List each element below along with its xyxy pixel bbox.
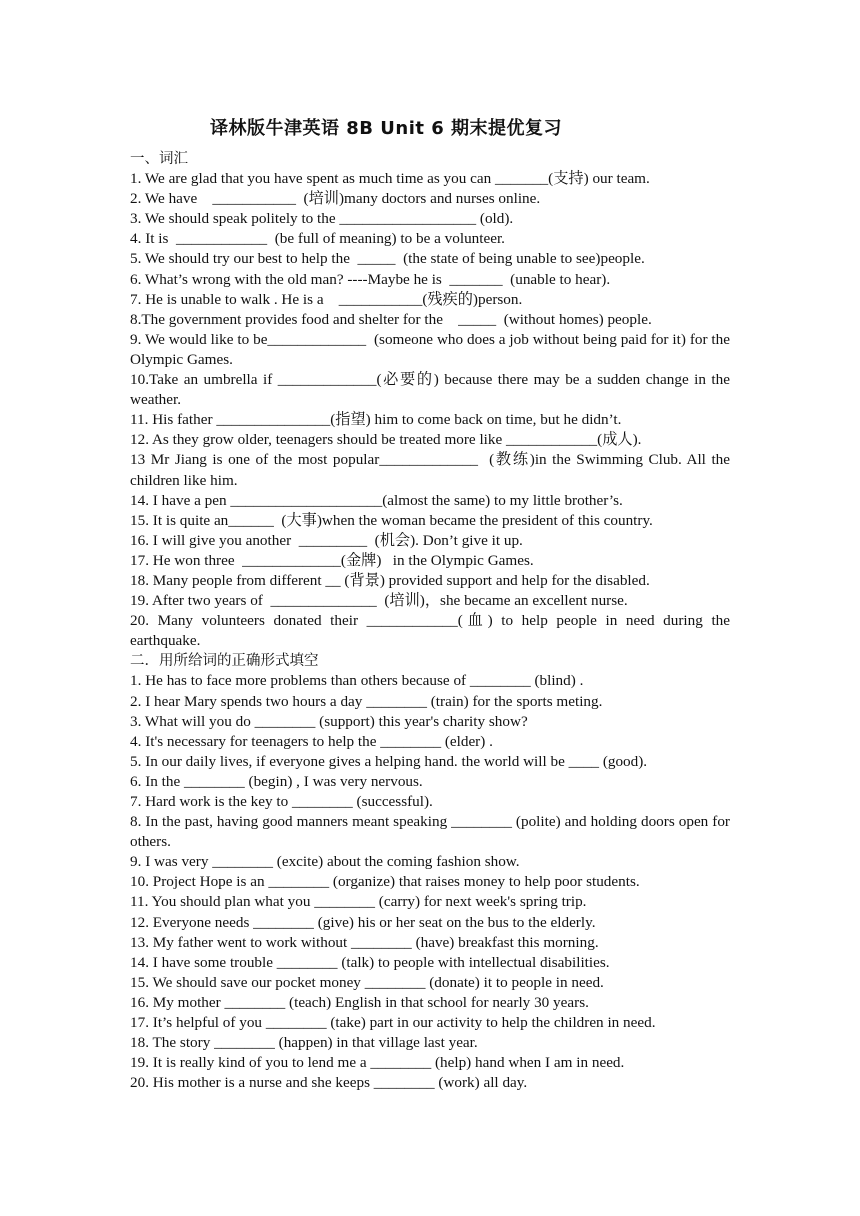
exercise-item: 16. My mother ________ (teach) English in that school for nearly 30 years. (130, 993, 589, 1011)
document-title: 译林版牛津英语 8B Unit 6 期末提优复习 (210, 118, 563, 139)
section-heading: 一、词汇 (130, 151, 188, 167)
exercise-item: 15. It is quite an______ (大事)when the woman became the president of this country. (130, 511, 653, 529)
exercise-item: 12. Everyone needs ________ (give) his or her seat on the bus to the elderly. (130, 913, 596, 931)
exercise-item: 11. His father _______________(指望) him to come back on time, but he didn’t. (130, 411, 622, 429)
exercise-item: 7. Hard work is the key to ________ (successful). (130, 793, 433, 810)
exercise-item: 9. I was very ________ (excite) about the coming fashion show. (130, 853, 520, 871)
exercise-item: 3. We should speak politely to the __________________ (old). (130, 210, 514, 228)
exercise-item: 18. Many people from different __ (背景) provided support and help for the disabled. (130, 571, 650, 589)
section-heading: 二．用所给词的正确形式填空 (130, 653, 319, 670)
exercise-item: 8. In the past, having good manners meant speaking ________ (polite) and holding doors open for others. (130, 813, 734, 851)
exercise-item: 13 Mr Jiang is one of the most popular_____________ (教练)in the Swimming Club. All the children like him. (130, 451, 734, 489)
exercise-item: 19. After two years of ______________ (培训)，she became an excellent nurse. (130, 592, 628, 610)
exercise-item: 10.Take an umbrella if _____________(必要的) because there may be a sudden change in the weather. (130, 371, 734, 409)
exercise-item: 11. You should plan what you ________ (carry) for next week's spring trip. (130, 893, 587, 911)
exercise-item: 9. We would like to be_____________ (someone who does a job without being paid for it) for the Olympic Games. (130, 330, 734, 368)
exercise-item: 12. As they grow older, teenagers should be treated more like ____________(成人). (130, 431, 642, 449)
exercise-item: 2. I hear Mary spends two hours a day ________ (train) for the sports meting. (130, 692, 603, 710)
exercise-item: 5. In our daily lives, if everyone gives a helping hand. the world will be ____ (good). (130, 752, 648, 770)
exercise-item: 6. In the ________ (begin) , I was very nervous. (130, 772, 423, 790)
exercise-item: 20. Many volunteers donated their ____________(血) to help people in need during the earthquake. (130, 612, 734, 650)
exercise-item: 17. He won three _____________(金牌) in the Olympic Games. (130, 551, 534, 569)
exercise-item: 4. It is ____________ (be full of meaning) to be a volunteer. (130, 230, 505, 248)
exercise-item: 10. Project Hope is an ________ (organize) that raises money to help poor students. (130, 873, 640, 891)
exercise-item: 5. We should try our best to help the _____ (the state of being unable to see)people. (130, 250, 645, 268)
exercise-item: 15. We should save our pocket money ________ (donate) it to people in need. (130, 973, 604, 991)
exercise-item: 6. What’s wrong with the old man? ----Maybe he is _______ (unable to hear). (130, 270, 611, 288)
exercise-item: 7. He is unable to walk . He is a ___________(残疾的)person. (130, 290, 523, 308)
exercise-item: 17. It’s helpful of you ________ (take) part in our activity to help the children in need. (130, 1014, 656, 1032)
exercise-item: 1. We are glad that you have spent as much time as you can _______(支持) our team. (130, 170, 650, 188)
exercise-item: 14. I have some trouble ________ (talk) to people with intellectual disabilities. (130, 953, 610, 971)
exercise-item: 19. It is really kind of you to lend me a ________ (help) hand when I am in need. (130, 1054, 625, 1072)
exercise-item: 14. I have a pen ____________________(almost the same) to my little brother’s. (130, 491, 623, 509)
exercise-item: 13. My father went to work without ________ (have) breakfast this morning. (130, 933, 599, 951)
exercise-item: 1. He has to face more problems than others because of ________ (blind) . (130, 672, 584, 690)
exercise-item: 4. It's necessary for teenagers to help the ________ (elder) . (130, 732, 493, 750)
exercise-item: 20. His mother is a nurse and she keeps ________ (work) all day. (130, 1074, 528, 1092)
exercise-item: 18. The story ________ (happen) in that village last year. (130, 1034, 478, 1052)
exercise-content (130, 149, 734, 1093)
exercise-item: 3. What will you do ________ (support) this year's charity show? (130, 712, 528, 730)
exercise-item: 8.The government provides food and shelter for the _____ (without homes) people. (130, 310, 652, 328)
exercise-item: 16. I will give you another _________ (机会). Don’t give it up. (130, 531, 523, 549)
exercise-item: 2. We have ___________ (培训)many doctors and nurses online. (130, 190, 541, 208)
